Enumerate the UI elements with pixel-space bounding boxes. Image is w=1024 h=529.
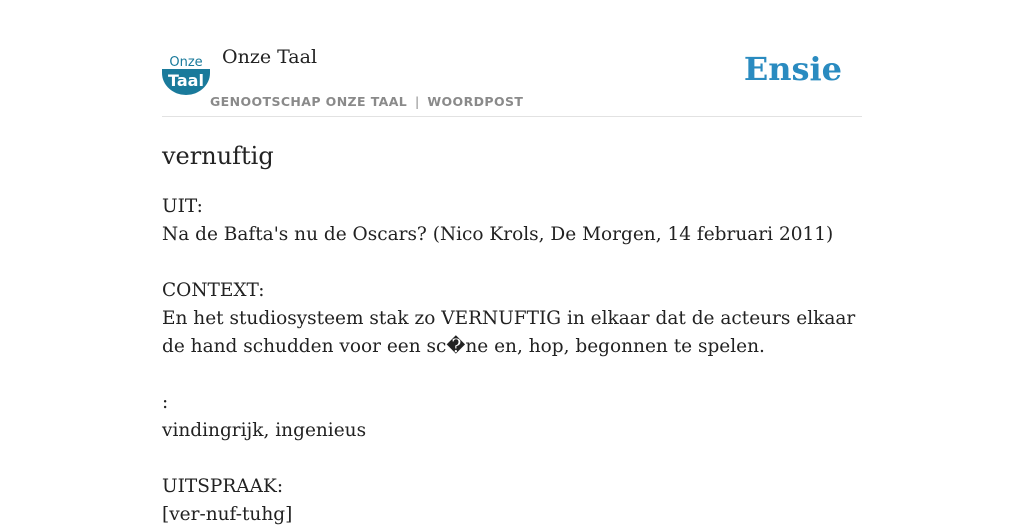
ensie-brand-logo[interactable]: Ensie: [743, 50, 842, 88]
subtitle-organisation: GENOOTSCHAP ONZE TAAL: [210, 94, 408, 109]
subtitle-section: WOORDPOST: [427, 94, 524, 109]
source-label: UIT:: [162, 196, 203, 217]
onze-taal-logo-icon[interactable]: [162, 51, 210, 95]
page-container: [162, 0, 862, 529]
logo-text-onze: Onze: [169, 55, 203, 70]
article-title: vernuftig: [162, 142, 274, 170]
article: [162, 117, 862, 529]
pronunciation-label: UITSPRAAK:: [162, 476, 284, 497]
source-text: Na de Bafta's nu de Oscars? (Nico Krols, De Morgen, 14 februari 2011): [162, 224, 834, 245]
context-text: En het studiosysteem stak zo VERNUFTIG in elkaar dat de acteurs elkaar de hand schudden voor een sc�ne en, hop, begonnen te spelen.: [162, 308, 856, 357]
subtitle-separator: |: [414, 94, 420, 109]
pronunciation-text: [ver-nuf-tuhg]: [162, 504, 293, 525]
logo-text-taal: Taal: [168, 71, 204, 90]
meaning-text: vindingrijk, ingenieus: [162, 420, 367, 441]
site-name[interactable]: Onze Taal: [222, 46, 318, 68]
site-subtitle: [210, 94, 523, 109]
article-body: [162, 193, 862, 529]
meaning-label: :: [162, 392, 169, 413]
header: [162, 0, 862, 117]
context-label: CONTEXT:: [162, 280, 265, 301]
